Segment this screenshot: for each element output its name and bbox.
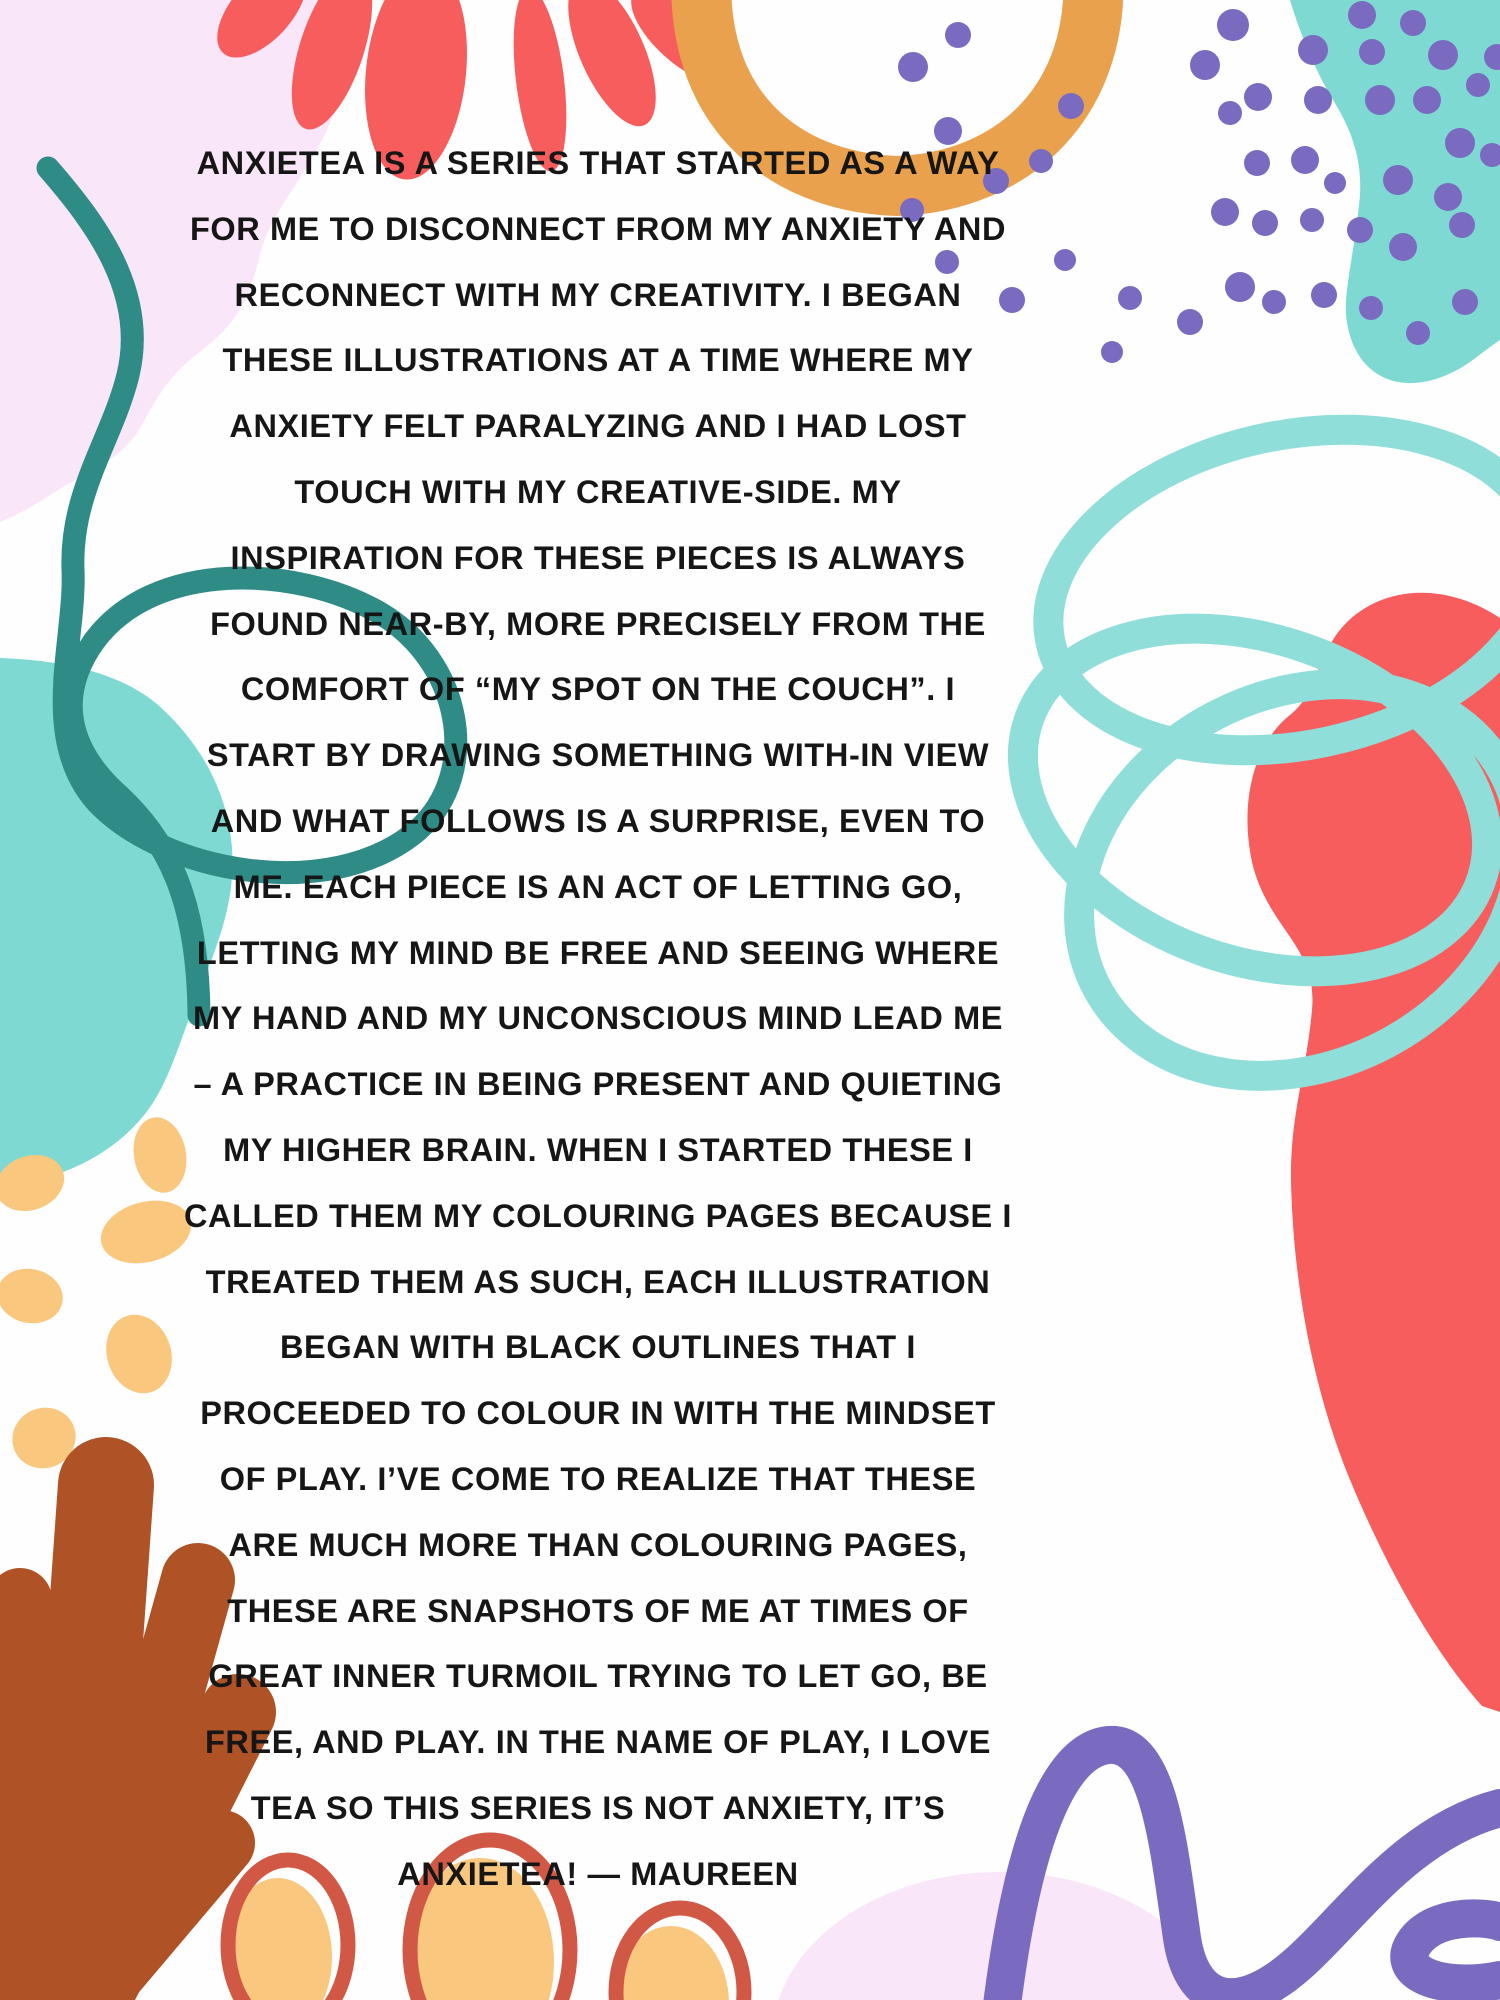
- purple-dot: [1359, 296, 1383, 320]
- yellow-oval: [0, 1263, 68, 1330]
- statement-line: PROCEEDED TO COLOUR IN WITH THE MINDSET: [200, 1395, 996, 1432]
- purple-dot: [1054, 249, 1076, 271]
- statement-line: – A PRACTICE IN BEING PRESENT AND QUIETING: [193, 1066, 1003, 1103]
- purple-dot: [1428, 40, 1458, 70]
- purple-dot: [1359, 39, 1385, 65]
- statement-line: COMFORT OF “MY SPOT ON THE COUCH”. I: [240, 671, 956, 708]
- purple-dot: [1058, 93, 1084, 119]
- statement-line: MY HAND AND MY UNCONSCIOUS MIND LEAD ME: [192, 1000, 1004, 1037]
- purple-dot: [1304, 86, 1332, 114]
- artist-statement: [148, 131, 1048, 1908]
- purple-dot: [1466, 73, 1490, 97]
- purple-dot: [1252, 210, 1278, 236]
- purple-dot: [1434, 183, 1462, 211]
- purple-dot: [1262, 290, 1286, 314]
- statement-line: RECONNECT WITH MY CREATIVITY. I BEGAN: [234, 276, 962, 313]
- statement-line: BEGAN WITH BLACK OUTLINES THAT I: [279, 1329, 917, 1366]
- purple-dot: [945, 22, 971, 48]
- statement-line: THESE ARE SNAPSHOTS OF ME AT TIMES OF: [227, 1592, 969, 1629]
- purple-dot: [1413, 86, 1441, 114]
- purple-dot: [1383, 165, 1413, 195]
- purple-dot: [898, 52, 928, 82]
- statement-line: OF PLAY. I’VE COME TO REALIZE THAT THESE: [219, 1460, 977, 1497]
- purple-dot: [1449, 212, 1475, 238]
- purple-dot: [1324, 172, 1346, 194]
- purple-dot: [1300, 208, 1324, 232]
- purple-dot: [1348, 1, 1376, 29]
- statement-line: MY HIGHER BRAIN. WHEN I STARTED THESE I: [223, 1131, 973, 1168]
- purple-dot: [1406, 321, 1430, 345]
- purple-dot: [1452, 289, 1478, 315]
- statement-line: INSPIRATION FOR THESE PIECES IS ALWAYS: [230, 539, 966, 576]
- statement-line: ME. EACH PIECE IS AN ACT OF LETTING GO,: [233, 868, 963, 905]
- purple-dot: [1445, 128, 1475, 158]
- purple-dot: [1217, 9, 1249, 41]
- statement-line: CALLED THEM MY COLOURING PAGES BECAUSE I: [183, 1197, 1013, 1234]
- statement-line: THESE ILLUSTRATIONS AT A TIME WHERE MY: [222, 342, 974, 379]
- statement-line: TREATED THEM AS SUCH, EACH ILLUSTRATION: [205, 1263, 991, 1300]
- statement-line: FOR ME TO DISCONNECT FROM MY ANXIETY AND: [189, 210, 1007, 247]
- purple-dot: [1218, 101, 1242, 125]
- statement-line: START BY DRAWING SOMETHING WITH-IN VIEW: [206, 737, 990, 774]
- purple-dot: [1365, 85, 1395, 115]
- statement-line: FREE, AND PLAY. IN THE NAME OF PLAY, I LOVE: [204, 1724, 992, 1761]
- statement-line: GREAT INNER TURMOIL TRYING TO LET GO, BE: [208, 1658, 988, 1695]
- purple-dot: [1291, 146, 1319, 174]
- purple-dot: [1101, 341, 1123, 363]
- statement-line: TEA SO THIS SERIES IS NOT ANXIETY, IT’S: [250, 1789, 946, 1826]
- statement-line: ARE MUCH MORE THAN COLOURING PAGES,: [228, 1526, 968, 1563]
- purple-dot: [1177, 309, 1203, 335]
- purple-dot: [1211, 198, 1239, 226]
- purple-dot: [1244, 83, 1272, 111]
- purple-dot: [1347, 217, 1373, 243]
- statement-line: LETTING MY MIND BE FREE AND SEEING WHERE: [196, 934, 1000, 971]
- purple-dot: [1400, 10, 1426, 36]
- purple-dot: [1190, 50, 1220, 80]
- statement-line: ANXIETY FELT PARALYZING AND I HAD LOST: [229, 408, 967, 445]
- statement-line: TOUCH WITH MY CREATIVE-SIDE. MY: [294, 473, 902, 510]
- outlined-circle: [613, 1908, 744, 2000]
- statement-line: FOUND NEAR-BY, MORE PRECISELY FROM THE: [210, 605, 986, 642]
- purple-dot: [1311, 282, 1337, 308]
- purple-dot: [1244, 150, 1270, 176]
- purple-dot: [1118, 286, 1142, 310]
- statement-line: ANXIETEA IS A SERIES THAT STARTED AS A WAY: [196, 145, 1000, 181]
- purple-dot: [1298, 35, 1328, 65]
- statement-line: ANXIETEA! — MAUREEN: [397, 1855, 799, 1892]
- statement-line: AND WHAT FOLLOWS IS A SURPRISE, EVEN TO: [210, 802, 986, 839]
- purple-dot: [1225, 272, 1255, 302]
- purple-dot: [1389, 233, 1417, 261]
